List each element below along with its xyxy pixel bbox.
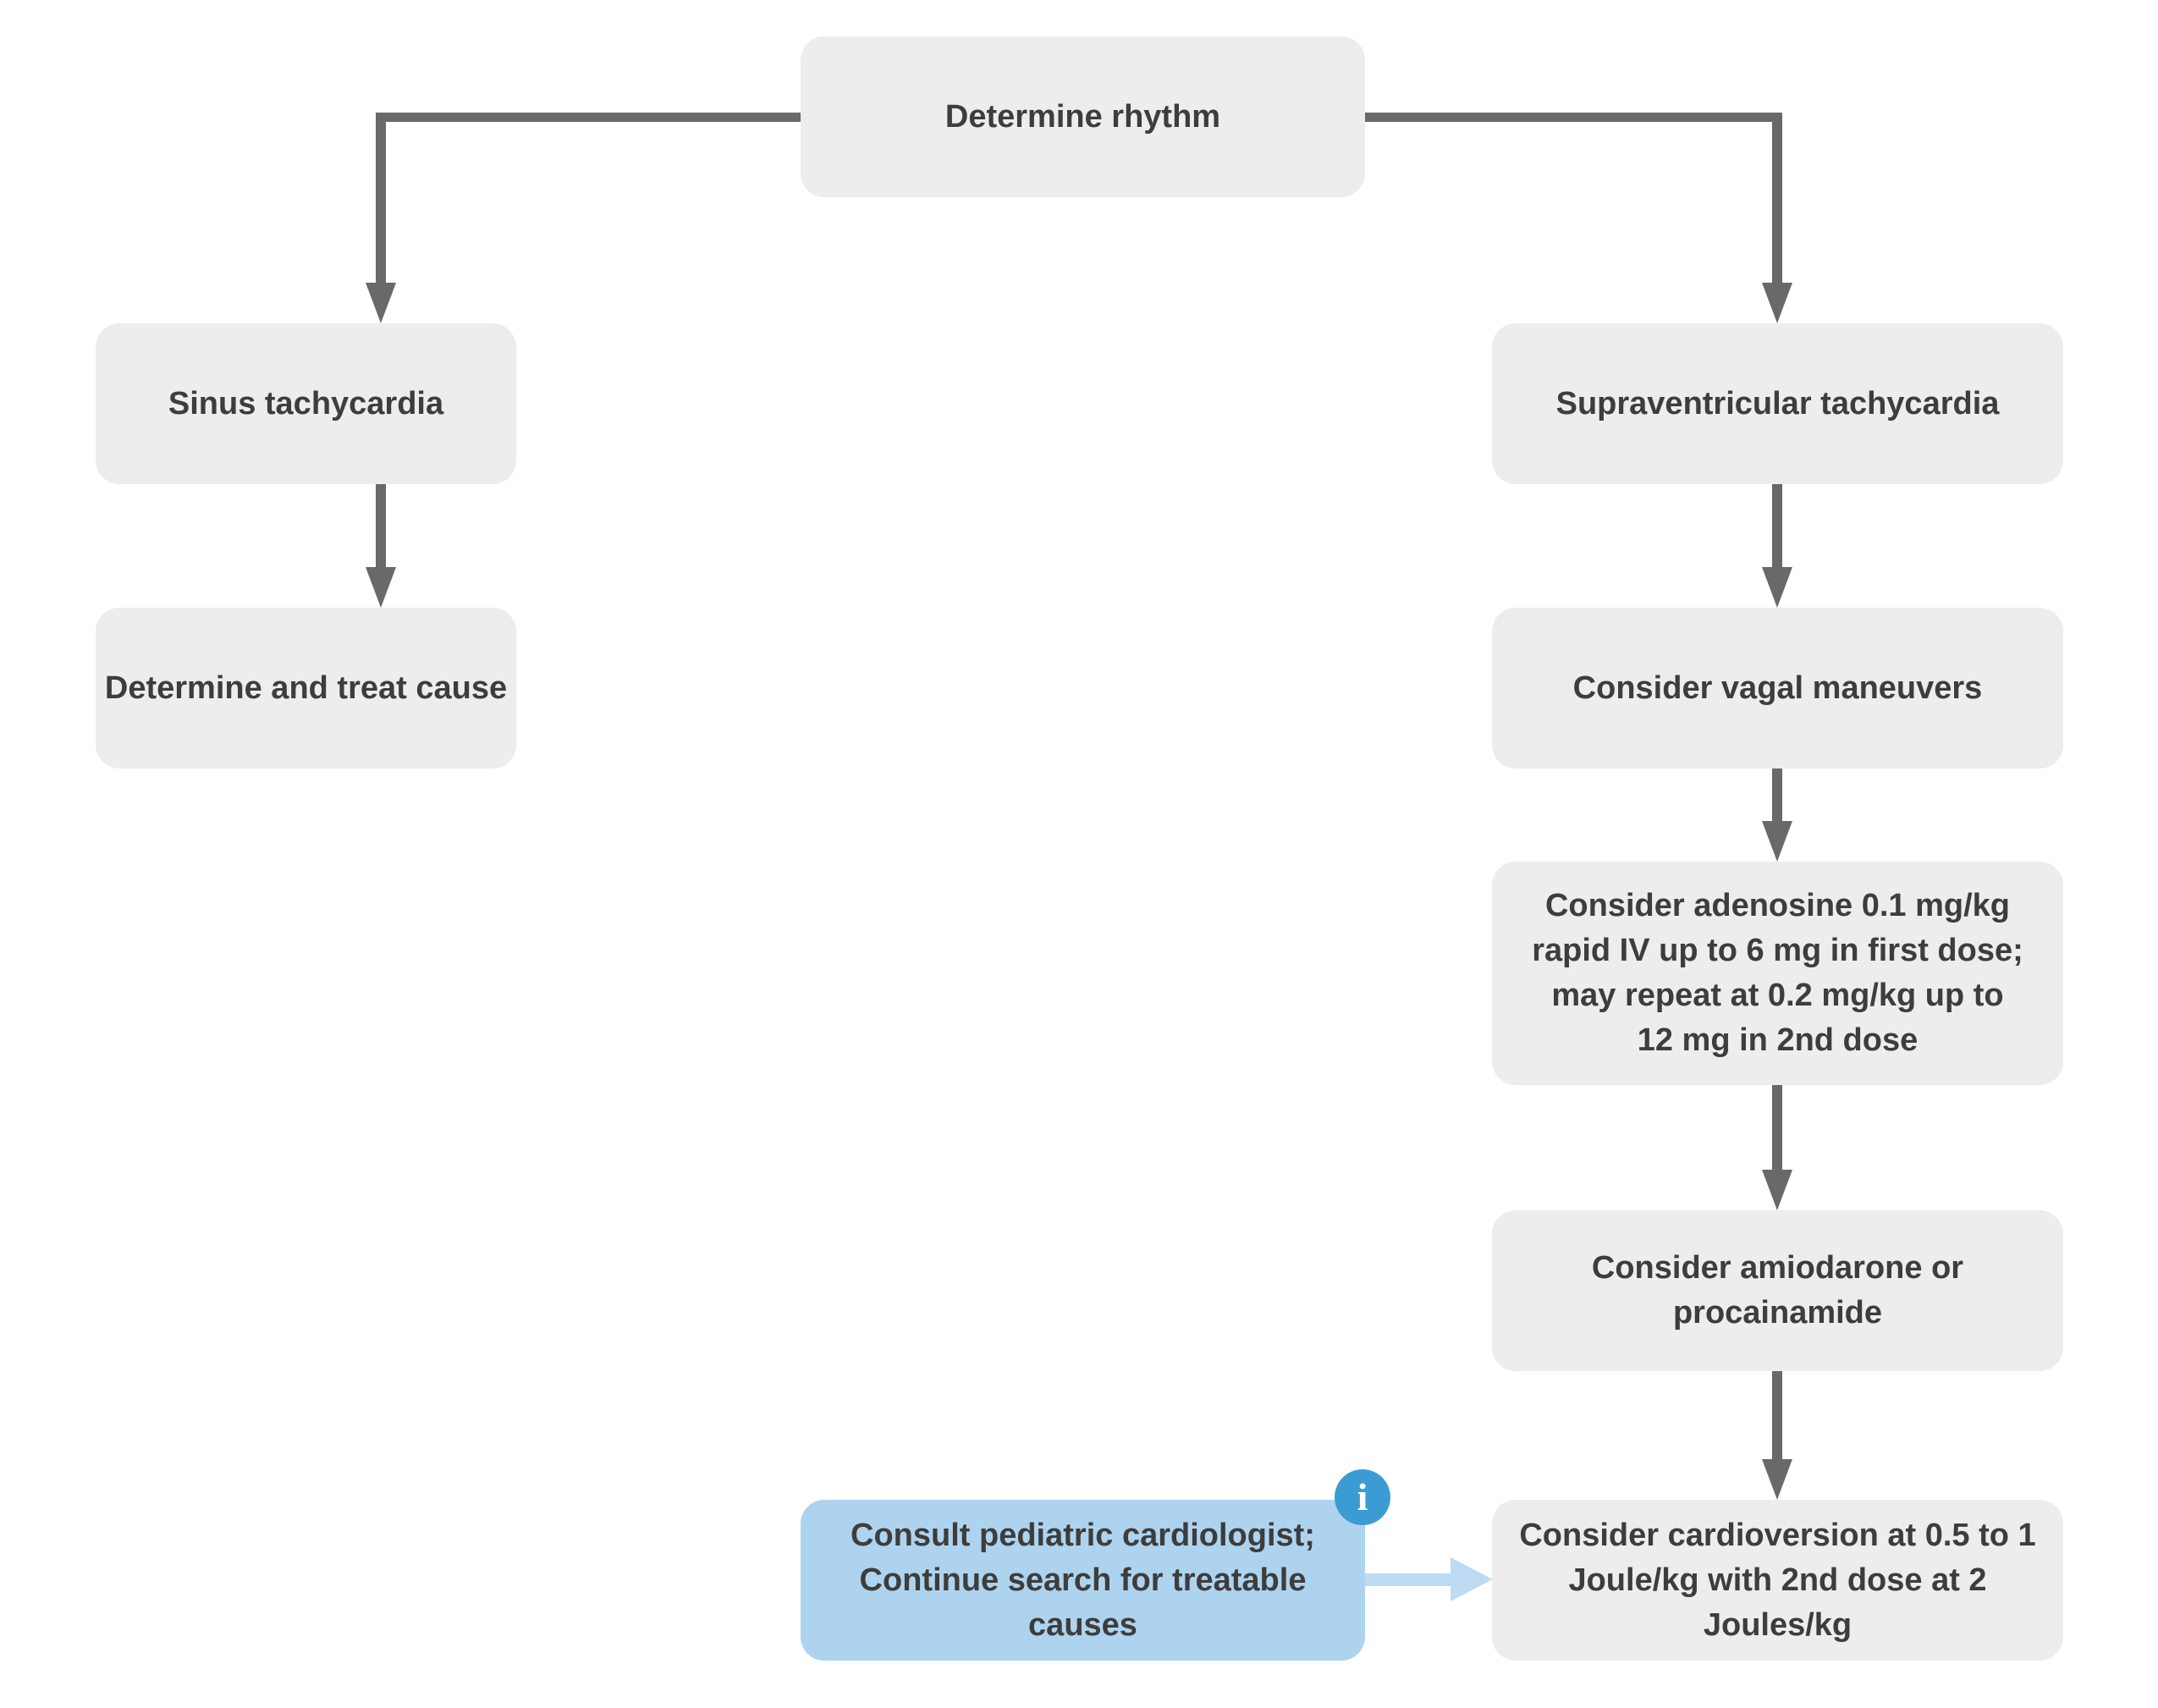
node-label: Consider vagal maneuvers [1572, 669, 1983, 706]
node-supraventricular-tachycardia [1492, 323, 2063, 484]
arrowhead-to-vagal-icon [1762, 567, 1792, 608]
connector-determine-rhythm-to-sinus-vline [376, 113, 386, 284]
connector-adenosine-to-amiodarone [1772, 1083, 1782, 1171]
node-label: Continue search for treatable [859, 1562, 1307, 1598]
node-label: Consider adenosine 0.1 mg/kg [1544, 888, 2011, 923]
arrowhead-to-cardioversion-icon [1762, 1459, 1792, 1500]
node-label: 12 mg in 2nd dose [1637, 1022, 1919, 1058]
arrowhead-to-amiodarone-icon [1762, 1170, 1792, 1210]
node-label: procainamide [1672, 1295, 1883, 1331]
connector-determine-rhythm-to-svt-hline [1365, 113, 1782, 122]
node-label: Consider cardioversion at 0.5 to 1 [1519, 1517, 2036, 1553]
node-label: causes [1028, 1606, 1137, 1643]
connector-determine-rhythm-to-sinus-hline [376, 113, 801, 122]
arrowhead-to-treat-cause-icon [366, 567, 396, 608]
info-icon[interactable] [1335, 1469, 1390, 1525]
arrowhead-to-sinus-icon [366, 283, 396, 323]
connector-amiodarone-to-cardioversion [1772, 1369, 1782, 1461]
node-label: Consider amiodarone or [1591, 1250, 1964, 1286]
node-label: Joules/kg [1703, 1606, 1852, 1643]
node-label: Determine and treat cause [104, 669, 508, 706]
node-consider-vagal-maneuvers [1492, 608, 2063, 769]
node-label: may repeat at 0.2 mg/kg up to [1551, 978, 2004, 1013]
connector-consult-to-cardioversion [1365, 1573, 1454, 1586]
node-label: Supraventricular tachycardia [1555, 385, 2000, 421]
connector-sinus-to-treat-cause [376, 482, 386, 569]
node-consider-adenosine [1492, 862, 2063, 1085]
node-label: Consult pediatric cardiologist; [851, 1517, 1315, 1553]
node-consider-amiodarone [1492, 1210, 2063, 1371]
node-label: Determine rhythm [944, 98, 1221, 135]
node-determine-and-treat-cause [96, 608, 516, 769]
node-sinus-tachycardia [96, 323, 516, 484]
connector-determine-rhythm-to-svt-vline [1772, 113, 1782, 284]
node-consult-cardiologist [801, 1500, 1365, 1661]
arrowhead-to-adenosine-icon [1762, 821, 1792, 862]
node-label: Joule/kg with 2nd dose at 2 [1568, 1562, 1987, 1598]
node-label: Sinus tachycardia [168, 385, 444, 421]
arrowhead-consult-to-cardioversion-icon [1451, 1557, 1493, 1601]
connector-svt-to-vagal [1772, 482, 1782, 569]
connector-vagal-to-adenosine [1772, 767, 1782, 823]
info-icon-glyph: i [1357, 1475, 1368, 1518]
arrowhead-to-svt-icon [1762, 283, 1792, 323]
node-label: rapid IV up to 6 mg in first dose; [1532, 933, 2023, 968]
node-determine-rhythm [801, 36, 1365, 197]
node-consider-cardioversion [1492, 1500, 2063, 1661]
